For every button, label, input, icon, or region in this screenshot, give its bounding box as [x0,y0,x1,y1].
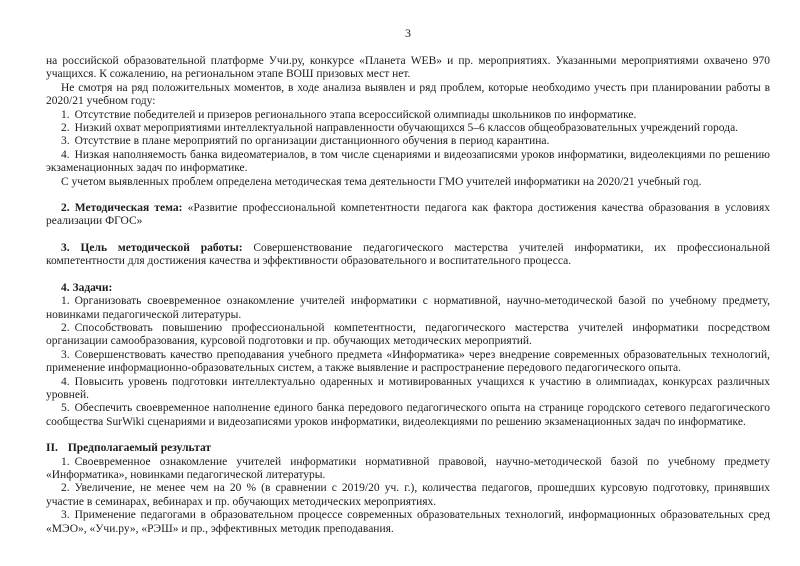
list-item-text: Отсутствие победителей и призеров регионального этапа всероссийской олимпиады школьников по информатике. [74,108,637,121]
section-methodical-theme [46,202,770,229]
para-problems-intro: Не смотря на ряд положительных моментов, в ходе анализа выявлен и ряд проблем, которые необходимо учесть при планировании работы в 2020/21 учебном году: [46,81,770,108]
list-item-number: 2. [61,482,70,495]
list-item-text: Организовать своевременное ознакомление учителей информатики с нормативной, научно-методической базой по учебному предмету, новинками педагогической литературы. [46,295,770,321]
problem-item-1 [46,109,770,122]
list-item-number: 2. [61,321,70,334]
goal-label: 3. Цель методической работы: [61,241,243,254]
para-theme-conclusion: С учетом выявленных проблем определена методическая тема деятельности ГМО учителей информатики на 2020/21 учебный год. [61,175,702,188]
list-item-number: 4. [61,148,70,161]
section-goal [46,242,770,269]
list-item-text: Отсутствие в плане мероприятий по организации дистанционного обучения в период карантина. [74,135,550,148]
problem-item-3 [46,135,770,148]
list-item-text: Совершенствовать качество преподавания учебного предмета «Информатика» через внедрение современных образовательных технологий, применение информационно-образовательных систем, а также выявление и распространение передового педагогического опыта. [46,348,770,375]
list-item-text: Низкая наполняемость банка видеоматериалов, в том числе сценариями и видеозаписями уроков информатики, видеолекциями по решению экзаменационных задач по информатике. [46,148,770,175]
list-item-text: Увеличение, не менее чем на 20 % (в сравнении с 2019/20 уч. г.), количества педагогов, прошедших курсовую подготовку, принявших участие в семинарах, вебинарах и пр. обучающих методических мероприятиях. [46,482,770,508]
list-item-text: Применение педагогами в образовательном процессе современных образовательных технологий, информационных образовательных сред «МЭО», «Учи.ру», «РЭШ» и пр., эффективных методик преподавания. [46,509,770,535]
list-item-number: 1. [61,455,70,468]
goal-text: Совершенствование педагогического мастерства учителей информатики, их профессиональной компетентности для достижения качества и эффективности образовательного и воспитательного процесса. [46,241,770,268]
task-item-5 [46,402,770,429]
result-item-3 [46,509,770,536]
list-item-number: 1. [61,295,70,308]
problem-item-2 [46,122,770,135]
task-item-4 [46,376,770,403]
page-number: 3 [405,26,411,40]
list-item-number: 3. [61,135,70,148]
problem-item-4 [46,149,770,176]
task-item-1 [46,295,770,322]
result-item-2 [46,482,770,509]
tasks-heading: 4. Задачи: [61,281,113,294]
para-continuation: на российской образовательной платформе Учи.ру, конкурсе «Планета WEB» и пр. мероприятиях. Указанными мероприятиями охвачено 970 учащихся. К сожалению, на региональном этапе ВОШ призовых мест нет. [46,55,770,81]
list-item-number: 2. [61,122,70,135]
expected-results-heading [46,442,770,455]
list-item-number: 3. [61,509,70,522]
methodical-theme-text: «Развитие профессиональной компетентности педагога как фактора достижения качества образования в условиях реализации ФГОС» [46,202,770,228]
list-item-text: Своевременное ознакомление учителей информатики нормативной правовой, научно-методической базой по учебному предмету «Информатика», новинками педагогической литературы. [46,455,770,481]
list-item-text: Низкий охват мероприятиями интеллектуальной направленности обучающихся 5–6 классов общеобразовательных учреждений города. [74,122,739,135]
list-item-number: 5. [61,402,70,415]
list-item-number: 3. [61,348,70,361]
expected-results-title: Предполагаемый результат [67,442,212,455]
expected-results-number: II. [46,442,58,455]
task-item-3 [46,349,770,376]
list-item-text: Повысить уровень подготовки интеллектуально одаренных и мотивированных учащихся к участию в олимпиадах, конкурсах различных уровней. [46,375,770,401]
task-item-2 [46,322,770,349]
methodical-theme-label: 2. Методическая тема: [61,202,183,215]
list-item-number: 4. [61,375,70,388]
list-item-text: Способствовать повышению профессиональной компетентности, педагогического мастерства учителей информатики посредством организации самообразования, курсовой подготовки и пр. обучающих методических мероприятий. [46,321,770,348]
result-item-1 [46,456,770,483]
list-item-text: Обеспечить своевременное наполнение единого банка передового педагогического опыта на странице городского сетевого педагогического сообщества SurWiki сценариями и видеозаписями уроков информатики, видеолекциями по решению экзаменационных задач по информатике. [46,402,770,428]
list-item-number: 1. [61,108,70,121]
